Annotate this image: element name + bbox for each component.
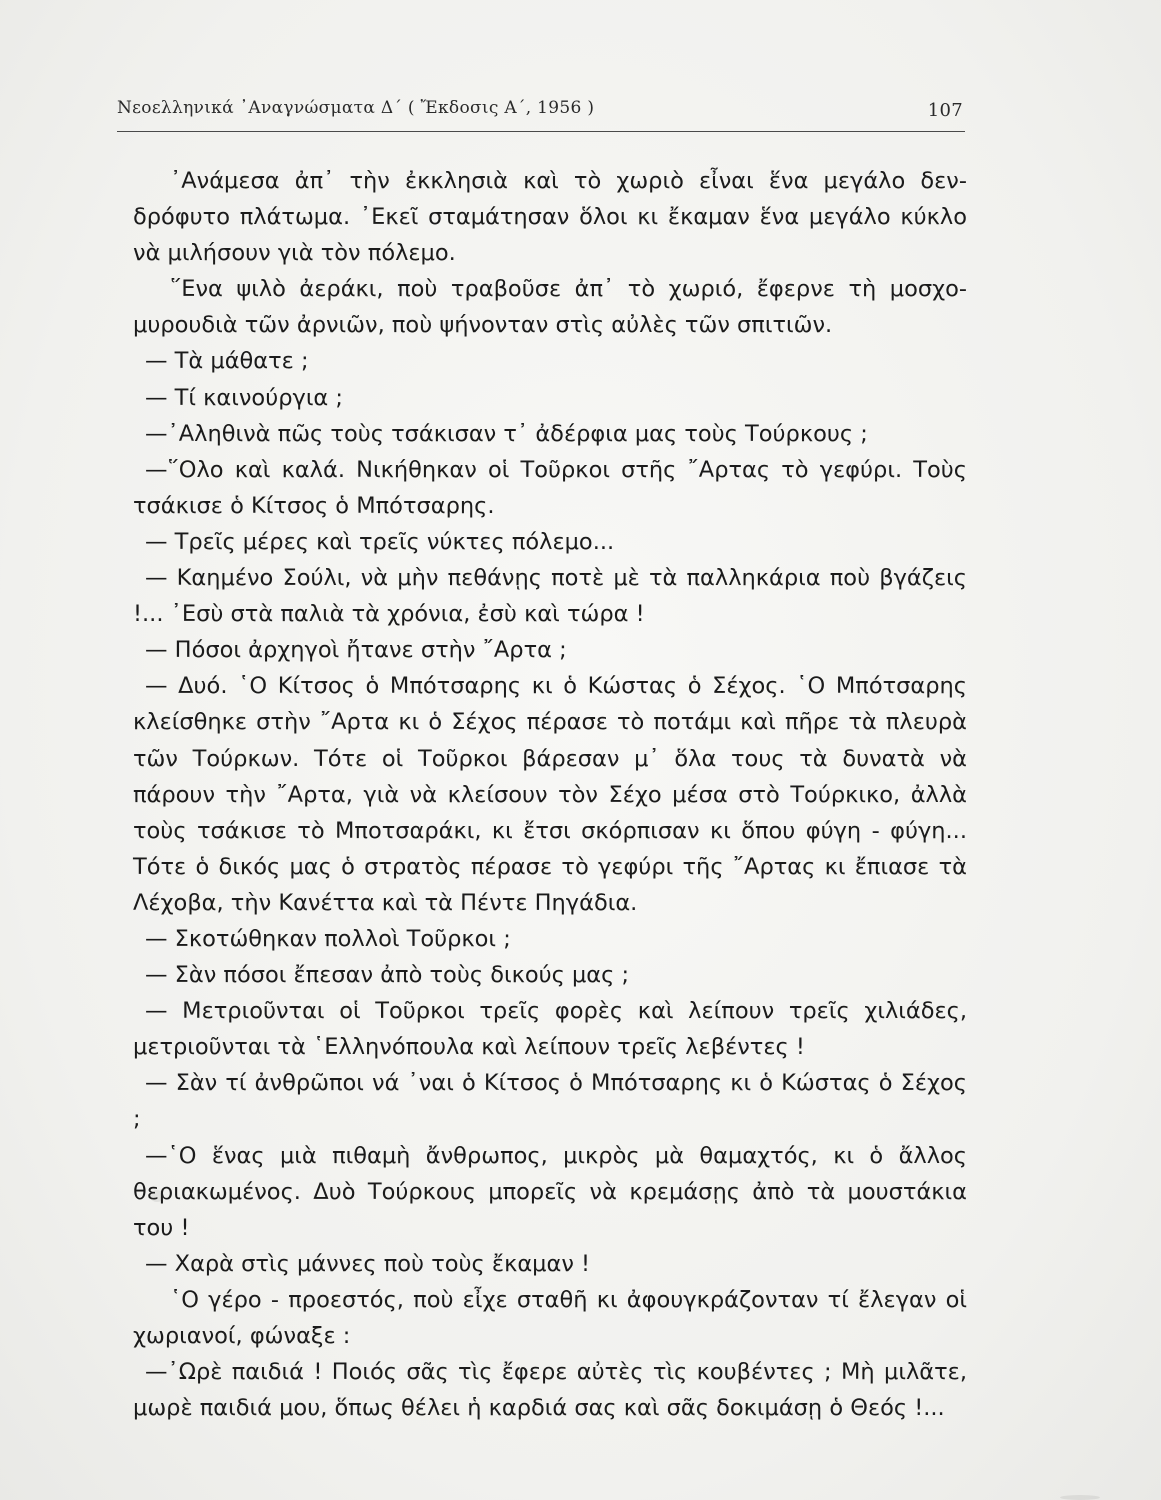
dialogue-line: — Καημένο Σούλι, νὰ μὴν πεθάνῃς ποτὲ μὲ τὰ παλληκάρια ποὺ βγάζεις !... ᾿Εσὺ στὰ παλιὰ τὰ χρόνια, ἐσὺ καὶ τώρα !	[133, 565, 967, 628]
paragraph: ᾿Ανάμεσα ἀπ᾿ τὴν ἐκκλησιὰ καὶ τὸ χωριὸ εἶναι ἕνα μεγάλο δενδρόφυτο πλάτωμα. ᾿Εκεῖ σταμάτησαν ὅλοι κι ἔκαμαν ἕνα μεγάλο κύκλο νὰ μιλήσουν γιὰ τὸν πόλεμο.	[133, 168, 967, 267]
book-title-header: Νεοελληνικά ᾿Αναγνώσματα Δ΄ ( Ἔκδοσις Α΄, 1956 )	[117, 98, 595, 118]
dialogue-line: — Σκοτώθηκαν πολλοὶ Τοῦρκοι ;	[145, 925, 511, 952]
running-head	[117, 98, 965, 128]
dialogue-line: — Πόσοι ἀρχηγοὶ ἤτανε στὴν ῎Αρτα ;	[145, 637, 567, 664]
dialogue-line: — Σὰν πόσοι ἔπεσαν ἀπὸ τοὺς δικούς μας ;	[145, 962, 630, 989]
text-body	[133, 163, 967, 1426]
dialogue-line: — Τὰ μάθατε ;	[145, 348, 309, 375]
paragraph: ῞Ενα ψιλὸ ἀεράκι, ποὺ τραβοῦσε ἀπ᾿ τὸ χωριό, ἔφερνε τὴ μοσχομυρουδιὰ τῶν ἀρνιῶν, ποὺ ψήνονταν στὶς αὐλὲς τῶν σπιτιῶν.	[133, 276, 967, 339]
dialogue-line: — Σὰν τί ἀνθρῶποι νά ᾿ναι ὁ Κίτσος ὁ Μπότσαρης κι ὁ Κώστας ὁ Σέχος ;	[133, 1070, 967, 1133]
paragraph: ῾Ο γέρο - προεστός, ποὺ εἶχε σταθῆ κι ἀφουγκράζονταν τί ἔλεγαν οἱ χωριανοί, φώναξε :	[133, 1286, 967, 1349]
paper-smudge	[1060, 1495, 1100, 1500]
dialogue-line: — Τί καινούργια ;	[145, 384, 343, 411]
dialogue-line: — Χαρὰ στὶς μάννες ποὺ τοὺς ἔκαμαν !	[145, 1250, 591, 1277]
dialogue-line: —᾿Αληθινὰ πῶς τοὺς τσάκισαν τ᾿ ἀδέρφια μας τοὺς Τούρκους ;	[145, 420, 868, 447]
dialogue-line: —᾿Ωρὲ παιδιά ! Ποιός σᾶς τὶς ἔφερε αὐτὲς τὶς κουβέντες ; Μὴ μιλᾶτε, μωρὲ παιδιά μου, ὅπως θέλει ἡ καρδιά σας καὶ σᾶς δοκιμάσῃ ὁ Θεός !...	[133, 1359, 967, 1422]
dialogue-line: —῾Ο ἕνας μιὰ πιθαμὴ ἄνθρωπος, μικρὸς μὰ θαμαχτός, κι ὁ ἄλλος θεριακωμένος. Δυὸ Τούρκους μπορεῖς νὰ κρεμάσῃς ἀπὸ τὰ μουστάκια του !	[133, 1142, 967, 1241]
dialogue-line: —῞Ολο καὶ καλά. Νικήθηκαν οἱ Τοῦρκοι στῆς ῎Αρτας τὸ γεφύρι. Τοὺς τσάκισε ὁ Κίτσος ὁ Μπότσαρης.	[133, 456, 967, 519]
page-number: 107	[927, 100, 963, 121]
header-rule	[117, 131, 965, 132]
dialogue-line: — Τρεῖς μέρες καὶ τρεῖς νύκτες πόλεμο...	[145, 528, 615, 555]
dialogue-line: — Δυό. ῾Ο Κίτσος ὁ Μπότσαρης κι ὁ Κώστας ὁ Σέχος. ῾Ο Μπότσαρης κλείσθηκε στὴν ῎Αρτα κι ὁ Σέχος πέρασε τὸ ποτάμι καὶ πῆρε τὰ πλευρὰ τῶν Τούρκων. Τότε οἱ Τοῦρκοι βάρεσαν μ᾿ ὅλα τους τὰ δυνατὰ νὰ πάρουν τὴν ῎Αρτα, γιὰ νὰ κλείσουν τὸν Σέχο μέσα στὸ Τούρκικο, ἀλλὰ τοὺς τσάκισε τὸ Μποτσαράκι, κι ἔτσι σκόρπισαν κι ὅπου φύγη - φύγη... Τότε ὁ δικός μας ὁ στρατὸς πέρασε τὸ γεφύρι τῆς ῎Αρτας κι ἔπιασε τὰ Λέχοβα, τὴν Κανέττα καὶ τὰ Πέντε Πηγάδια.	[133, 673, 967, 916]
paper-smudge	[150, 1190, 164, 1202]
dialogue-line: — Μετριοῦνται οἱ Τοῦρκοι τρεῖς φορὲς καὶ λείπουν τρεῖς χιλιάδες, μετριοῦνται τὰ ῾Ελληνόπουλα καὶ λείπουν τρεῖς λεβέντες !	[133, 998, 967, 1061]
